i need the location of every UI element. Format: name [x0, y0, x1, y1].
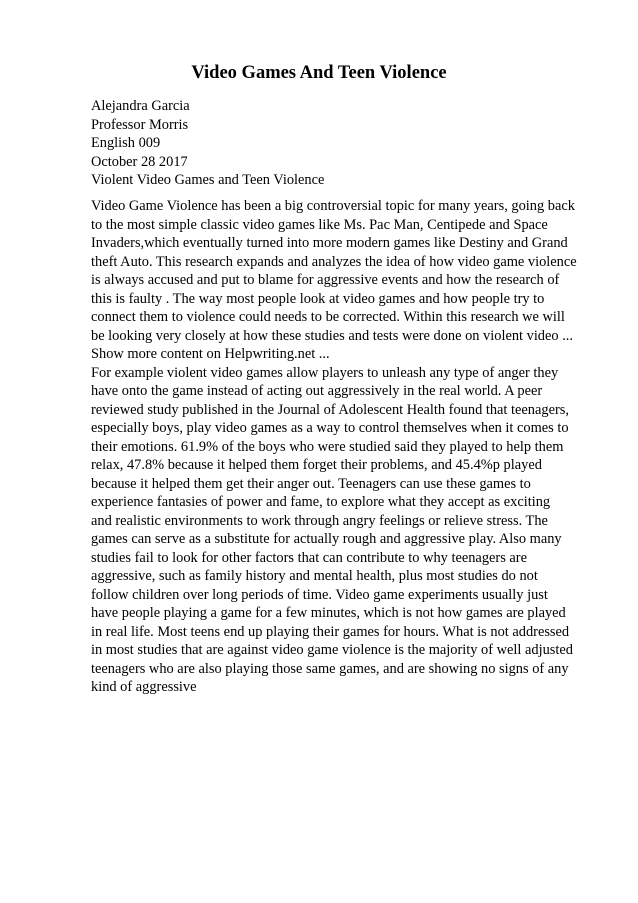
- body-text-line: to the most simple classic video games like Ms. Pac Man, Centipede and Space: [91, 216, 548, 233]
- body-text-line: teenagers who are also playing those same games, and are showing no signs of any: [91, 660, 569, 677]
- body-text-line: be looking very closely at how these studies and tests were done on violent video ...: [91, 327, 573, 344]
- body-text-line: follow children over long periods of time. Video game experiments usually just: [91, 586, 548, 603]
- body-text-line: in most studies that are against video game violence is the majority of well adjusted: [91, 642, 573, 658]
- course-name: English 009: [91, 135, 161, 151]
- body-text-line: because it helped them get their anger out. Teenagers can use these games to: [91, 475, 531, 492]
- body-text-line: relax, 47.8% because it helped them forget their problems, and 45.4%p played: [91, 457, 542, 473]
- body-text-line: kind of aggressive: [91, 679, 197, 695]
- body-text-line: theft Auto. This research expands and analyzes the idea of how video game violence: [91, 253, 577, 270]
- essay-date: October 28 2017: [91, 153, 188, 170]
- body-text-line: aggressive, such as family history and mental health, plus most studies do not: [91, 568, 538, 584]
- author-name: Alejandra Garcia: [91, 98, 190, 114]
- body-text-line: connect them to violence could needs to be corrected. Within this research we will: [91, 309, 565, 325]
- body-text-line: have onto the game instead of acting out aggressively in the real world. A peer: [91, 383, 543, 399]
- essay-header: [91, 97, 591, 190]
- body-text-line: reviewed study published in the Journal of Adolescent Health found that teenagers,: [91, 401, 569, 418]
- body-text-line: and realistic environments to work through angry feelings or relieve stress. The: [91, 512, 548, 529]
- body-text-line: Video Game Violence has been a big controversial topic for many years, going back: [91, 198, 575, 214]
- body-text-line: have people playing a game for a few minutes, which is not how games are played: [91, 605, 566, 621]
- document-title: Video Games And Teen Violence: [191, 63, 447, 83]
- body-text-line: studies fail to look for other factors that can contribute to why teenagers are: [91, 549, 527, 566]
- body-text-line: games can serve as a substitute for actually rough and aggressive play. Also many: [91, 531, 562, 547]
- body-text-line: this is faulty . The way most people look at video games and how people try to: [91, 290, 545, 307]
- essay-body: [91, 197, 591, 697]
- body-text-line: Show more content on Helpwriting.net ...: [91, 346, 330, 362]
- body-text-line: Invaders,which eventually turned into more modern games like Destiny and Grand: [91, 235, 568, 251]
- body-text-line: is always accused and put to blame for aggressive events and how the research of: [91, 272, 560, 288]
- body-text-line: experience fantasies of power and fame, to explore what they accept as exciting: [91, 494, 551, 510]
- body-text-line: especially boys, play video games as a way to control themselves when it comes to: [91, 420, 569, 436]
- essay-title: Violent Video Games and Teen Violence: [91, 172, 325, 188]
- body-text-line: For example violent video games allow players to unleash any type of anger they: [91, 364, 559, 381]
- professor-name: Professor Morris: [91, 116, 189, 133]
- body-text-line: in real life. Most teens end up playing their games for hours. What is not addressed: [91, 623, 570, 640]
- body-text-line: their emotions. 61.9% of the boys who were studied said they played to help them: [91, 438, 564, 455]
